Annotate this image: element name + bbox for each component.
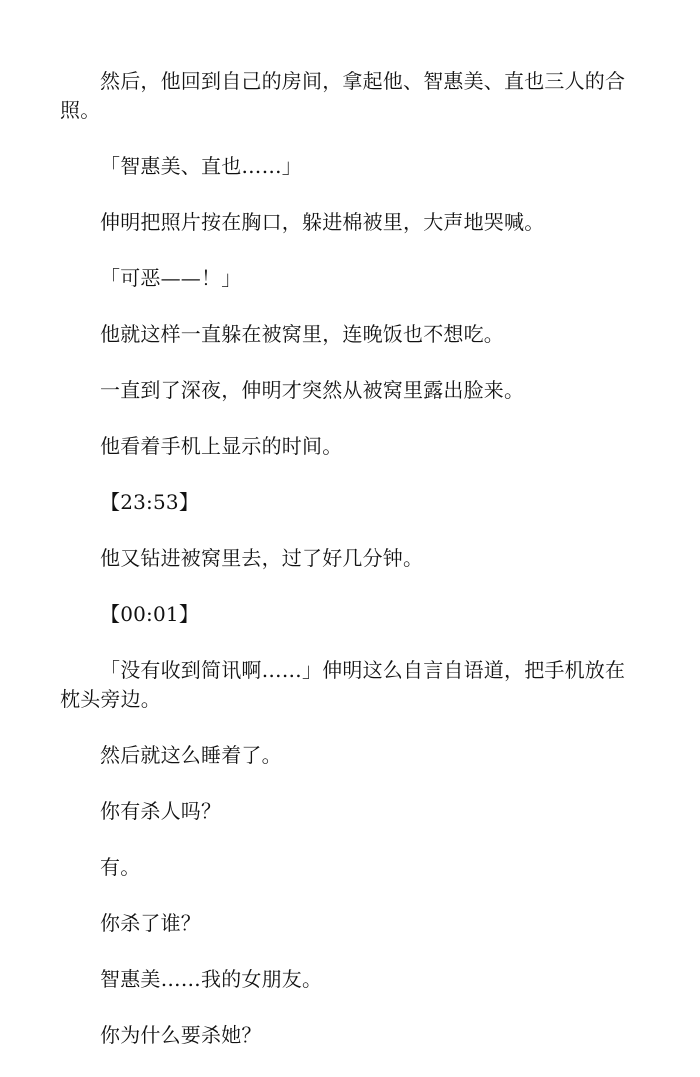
- paragraph: 【23:53】: [100, 490, 200, 514]
- paragraph: 「智惠美、直也……」: [100, 154, 302, 178]
- paragraph: 伸明把照片按在胸口，躲进棉被里，大声地哭喊。: [100, 210, 545, 234]
- paragraph: 他就这样一直躲在被窝里，连晚饭也不想吃。: [100, 322, 504, 346]
- paragraph: 他又钻进被窝里去，过了好几分钟。: [100, 546, 424, 570]
- paragraph: 你有杀人吗？: [100, 799, 222, 823]
- paragraph: 「没有收到简讯啊……」伸明这么自言自语道，把手机放在枕头旁边。: [60, 658, 626, 711]
- paragraph: 有。: [100, 855, 141, 879]
- paragraph: 你为什么要杀她？: [100, 1023, 262, 1047]
- paragraph: 「可恶——！」: [100, 266, 242, 290]
- book-page: [60, 67, 640, 1077]
- paragraph: 他看着手机上显示的时间。: [100, 434, 343, 458]
- paragraph: 一直到了深夜，伸明才突然从被窝里露出脸来。: [100, 378, 525, 402]
- paragraph: 智惠美……我的女朋友。: [100, 967, 323, 991]
- paragraph: 然后就这么睡着了。: [100, 743, 282, 767]
- paragraph: 【00:01】: [100, 602, 200, 626]
- paragraph: 你杀了谁？: [100, 911, 201, 935]
- paragraph: 然后，他回到自己的房间，拿起他、智惠美、直也三人的合照。: [60, 69, 626, 122]
